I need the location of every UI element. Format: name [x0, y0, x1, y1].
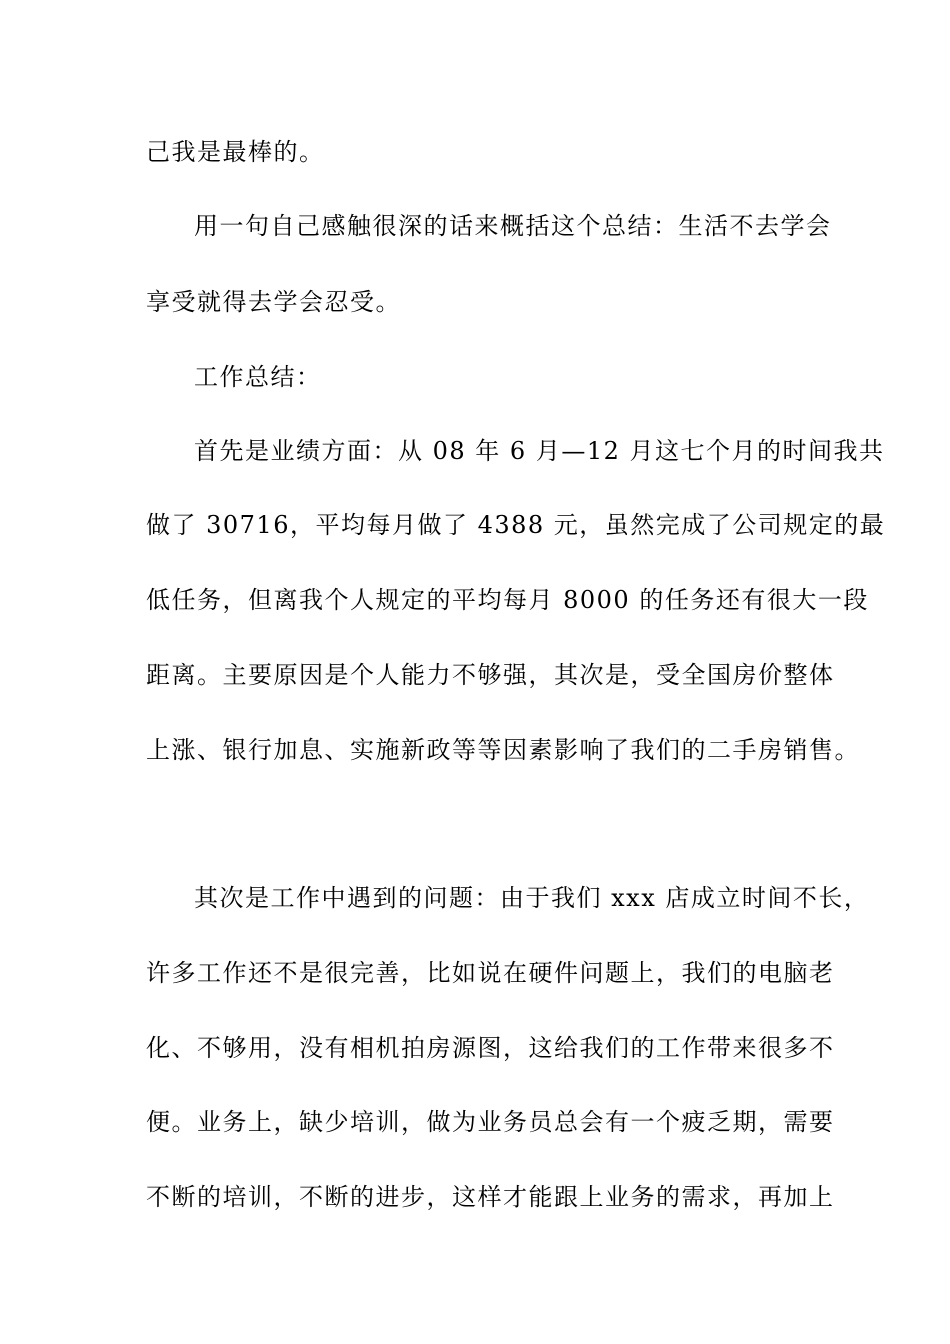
text-line: 上涨、银行加息、实施新政等等因素影响了我们的二手房销售。	[146, 736, 860, 764]
text-line: 许多工作还不是很完善，比如说在硬件问题上，我们的电脑老	[146, 959, 835, 987]
text-line: 首先是业绩方面：从 08 年 6 月—12 月这七个月的时间我共	[194, 437, 885, 465]
text-line: 其次是工作中遇到的问题：由于我们 xxx 店成立时间不长，	[194, 884, 870, 912]
text-line: 做了 30716，平均每月做了 4388 元，虽然完成了公司规定的最	[146, 511, 886, 539]
text-line: 用一句自己感触很深的话来概括这个总结：生活不去学会	[194, 212, 832, 240]
text-line: 距离。主要原因是个人能力不够强，其次是，受全国房价整体	[146, 661, 835, 689]
text-line: 享受就得去学会忍受。	[146, 288, 401, 316]
text-line: 不断的培训，不断的进步，这样才能跟上业务的需求，再加上	[146, 1183, 835, 1211]
text-line: 低任务，但离我个人规定的平均每月 8000 的任务还有很大一段	[146, 586, 869, 614]
text-line: 己我是最棒的。	[146, 138, 325, 166]
text-line: 便。业务上，缺少培训，做为业务员总会有一个疲乏期，需要	[146, 1108, 835, 1136]
text-line: 化、不够用，没有相机拍房源图，这给我们的工作带来很多不	[146, 1034, 835, 1062]
text-line: 工作总结：	[194, 363, 322, 391]
